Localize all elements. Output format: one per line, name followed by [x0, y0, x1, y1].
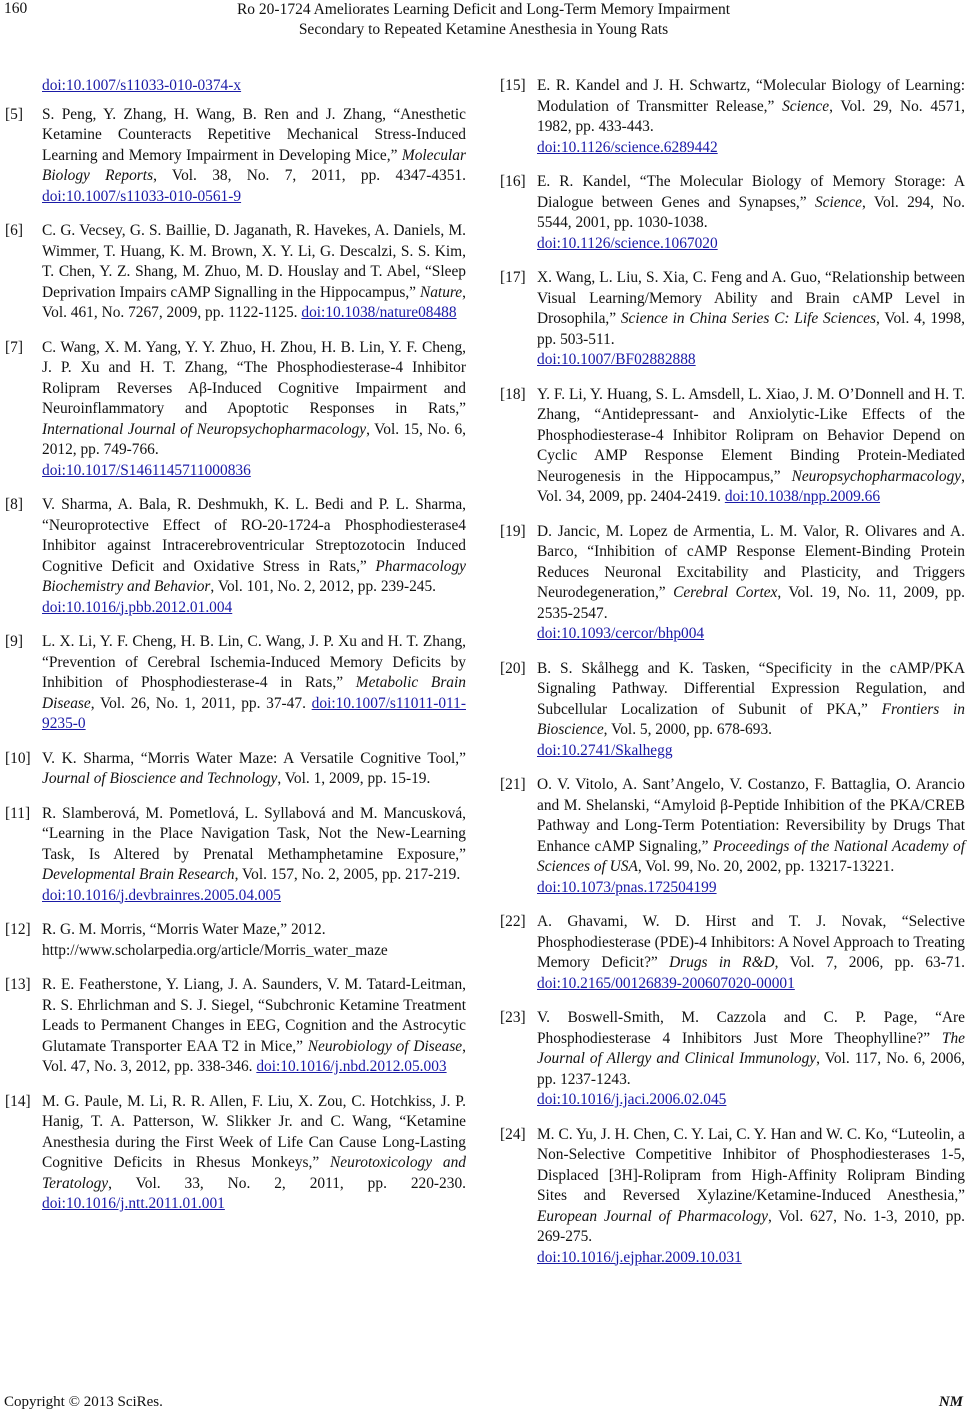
- reference-journal: Pharmacology Biochemistry and Behavior: [42, 557, 466, 595]
- reference-number: [12]: [5, 921, 31, 938]
- reference-text: [537, 522, 965, 645]
- left-column: [5, 76, 466, 1229]
- reference-authors-title: B. S. Skålhegg and K. Tasken, “Specificity in the cAMP/PKA Signaling Pathway. Differential Expression Regulation, and Subcellular Localization of Subunit of PKA,”: [537, 659, 965, 718]
- reference-journal: The Journal of Allergy and Clinical Immunology: [537, 1029, 965, 1067]
- doi-link[interactable]: doi:10.1016/j.ntt.2011.01.001: [42, 1195, 225, 1212]
- reference-entry: [5, 632, 466, 735]
- doi-link[interactable]: doi:10.1126/science.6289442: [537, 138, 718, 156]
- reference-journal: Science: [814, 193, 862, 211]
- copyright-notice: Copyright © 2013 SciRes.: [4, 1394, 163, 1410]
- reference-number: [22]: [500, 913, 526, 930]
- reference-details: , Vol. 47, No. 3, 2012, pp. 338-346.: [42, 1037, 466, 1075]
- reference-journal: Developmental Brain Research: [42, 866, 235, 883]
- reference-details: , Vol. 4, 1998, pp. 503-511.: [537, 310, 966, 348]
- left-reference-list: [5, 105, 466, 1215]
- reference-number: [21]: [500, 776, 526, 793]
- reference-authors-title: R. Slamberová, M. Pometlová, L. Syllabová and M. Mancusková, “Learning in the Place Navigation Task, Not the New-Learning Task, Is Altered by Prenatal Methamphetamine Exposure,”: [42, 804, 466, 863]
- reference-entry: [500, 522, 965, 645]
- reference-authors-title: C. Wang, X. M. Yang, Y. Y. Zhuo, H. Zhou, H. B. Lin, Y. F. Cheng, J. P. Xu and H. T. Zhang, “The Phosphodiesterase-4 Inhibitor Rolipram Reverses Aβ-Induced Cognitive Impairment and Neuroinflammatory and Apoptotic Responses in Rats,”: [42, 338, 466, 417]
- reference-text: [42, 1092, 466, 1215]
- reference-text: [537, 1125, 965, 1269]
- reference-number: [18]: [500, 385, 526, 403]
- reference-details: , Vol. 34, 2009, pp. 2404-2419.: [537, 467, 965, 505]
- doi-link[interactable]: doi:10.2165/00126839-200607020-00001: [537, 974, 795, 992]
- reference-details: , Vol. 26, No. 1, 2011, pp. 37-47.: [90, 694, 312, 712]
- reference-entry: [500, 172, 965, 254]
- reference-number: [14]: [5, 1092, 31, 1110]
- reference-journal: Science: [782, 97, 830, 115]
- reference-entry: [5, 338, 466, 482]
- reference-number: [10]: [5, 749, 31, 767]
- doi-link[interactable]: doi:10.1017/S1461145711000836: [42, 461, 251, 479]
- reference-journal: Journal of Bioscience and Technology: [42, 770, 278, 787]
- reference-details: , Vol. 1, 2009, pp. 15-19.: [277, 770, 431, 787]
- reference-text: [42, 105, 466, 208]
- reference-details: , Vol. 38, No. 7, 2011, pp. 4347-4351.: [153, 167, 466, 184]
- reference-entry: [500, 775, 965, 898]
- reference-authors-title: E. R. Kandel and J. H. Schwartz, “Molecular Biology of Learning: Modulation of Transmitter Release,”: [537, 77, 965, 115]
- reference-details: , Vol. 7, 2006, pp. 63-71.: [774, 954, 966, 971]
- doi-link[interactable]: doi:10.1016/j.devbrainres.2005.04.005: [42, 886, 281, 904]
- reference-entry: [5, 221, 466, 324]
- reference-authors-title: A. Ghavami, W. D. Hirst and T. J. Novak, “Selective Phosphodiesterase (PDE)-4 Inhibitors: A Novel Approach to Treating Memory Deficit?”: [537, 913, 965, 971]
- reference-authors-title: R. E. Featherstone, Y. Liang, J. A. Saunders, V. M. Tatard-Leitman, R. S. Ehrlichman and S. J. Siegel, “Subchronic Ketamine Treatment Leads to Permanent Changes in EEG, Cognition and the Astrocytic Glutamate Transporter EAA T2 in Mice,”: [42, 976, 466, 1055]
- reference-journal: Neurotoxicology and Teratology: [42, 1154, 466, 1192]
- reference-authors-title: V. K. Sharma, “Morris Water Maze: A Versatile Cognitive Tool,”: [42, 749, 466, 767]
- right-column: [500, 76, 965, 1282]
- reference-text: [537, 172, 965, 254]
- doi-link[interactable]: doi:10.1016/j.pbb.2012.01.004: [42, 598, 233, 616]
- running-title-line-2: Secondary to Repeated Ketamine Anesthesia in Young Rats: [298, 21, 669, 38]
- doi-link[interactable]: doi:10.1038/npp.2009.66: [724, 488, 881, 505]
- reference-url: http://www.scholarpedia.org/article/Morris_water_maze: [42, 941, 388, 959]
- running-title-line-1: Ro 20-1724 Ameliorates Learning Deficit and Long-Term Memory Impairment: [236, 1, 731, 18]
- reference-entry: [500, 1008, 965, 1111]
- reference-text: [42, 221, 466, 324]
- reference-text: [537, 385, 965, 508]
- reference-text: [42, 495, 466, 618]
- reference-text: [42, 632, 466, 735]
- reference-entry: [500, 268, 965, 371]
- doi-link[interactable]: doi:10.1016/j.ejphar.2009.10.031: [537, 1248, 742, 1266]
- reference-details: , Vol. 157, No. 2, 2005, pp. 217-219.: [234, 866, 461, 883]
- doi-link[interactable]: doi:10.1007/s11033-010-0374-x: [42, 77, 242, 94]
- reference-entry: [5, 495, 466, 618]
- reference-entry: [500, 385, 965, 508]
- reference-journal: Cerebral Cortex: [673, 584, 778, 601]
- reference-journal: Metabolic Brain Disease: [42, 674, 466, 712]
- doi-link[interactable]: doi:10.1016/j.nbd.2012.05.003: [256, 1058, 447, 1075]
- reference-journal: Molecular Biology Reports: [42, 146, 466, 184]
- doi-link[interactable]: doi:10.1007/BF02882888: [537, 351, 696, 368]
- reference-journal: Drugs in R&D: [669, 954, 775, 971]
- reference-details: , Vol. 117, No. 6, 2006, pp. 1237-1243.: [537, 1050, 966, 1088]
- reference-number: [6]: [5, 222, 23, 239]
- reference-entry: [500, 659, 965, 762]
- reference-text: [42, 920, 466, 961]
- reference-entry: [500, 76, 965, 158]
- reference-details: , Vol. 29, No. 4571, 1982, pp. 433-443.: [537, 97, 966, 135]
- reference-authors-title: M. G. Paule, M. Li, R. R. Allen, F. Liu, X. Zou, C. Hotchkiss, J. P. Hanig, T. A. Patterson, W. Slikker Jr. and C. Wang, “Ketamine Anesthesia during the First Week of Life Can Cause Long-Lasting Cognitive Deficits in Rhesus Monkeys,”: [42, 1092, 466, 1171]
- reference-authors-title: E. R. Kandel, “The Molecular Biology of Memory Storage: A Dialogue between Genes and Synapses,”: [537, 173, 965, 211]
- reference-entry: [5, 1092, 466, 1215]
- reference-journal: Frontiers in Bioscience: [537, 700, 965, 738]
- reference-authors-title: X. Wang, L. Liu, S. Xia, C. Feng and A. Guo, “Relationship between Visual Learning/Memory Ability and Brain cAMP Level in Drosophila,”: [537, 269, 965, 327]
- reference-details: , Vol. 461, No. 7267, 2009, pp. 1122-1125.: [42, 283, 466, 321]
- reference-details: , Vol. 627, No. 1-3, 2010, pp. 269-275.: [537, 1207, 965, 1245]
- doi-link[interactable]: doi:10.1016/j.jaci.2006.02.045: [537, 1091, 727, 1108]
- reference-text: [537, 268, 965, 371]
- reference-text: [42, 975, 466, 1078]
- reference-journal: International Journal of Neuropsychopharmacology: [42, 420, 367, 438]
- reference-details: , Vol. 5, 2000, pp. 678-693.: [603, 721, 772, 738]
- reference-number: [19]: [500, 522, 526, 540]
- reference-text: [42, 338, 466, 482]
- reference-number: [15]: [500, 77, 526, 94]
- reference-number: [7]: [5, 338, 23, 356]
- reference-number: [23]: [500, 1009, 526, 1026]
- reference-journal: Proceedings of the National Academy of Sciences of USA: [537, 837, 965, 875]
- continuation-doi-line: [5, 76, 466, 97]
- reference-details: , Vol. 101, No. 2, 2012, pp. 239-245.: [210, 578, 437, 595]
- reference-journal: Nature: [419, 283, 463, 301]
- reference-number: [20]: [500, 659, 526, 677]
- reference-text: [537, 659, 965, 762]
- page-footer: [4, 1394, 963, 1411]
- reference-authors-title: S. Peng, Y. Zhang, H. Wang, B. Ren and J. Zhang, “Anesthetic Ketamine Counteracts Repetitive Mechanical Stress-Induced Learning and Memory Impairment in Developing Mice,”: [42, 105, 466, 164]
- reference-authors-title: R. G. M. Morris, “Morris Water Maze,” 2012.: [42, 921, 326, 938]
- reference-authors-title: V. Boswell-Smith, M. Cazzola and C. P. Page, “Are Phosphodiesterase 4 Inhibitors Just More Theophylline?”: [537, 1009, 965, 1047]
- reference-authors-title: D. Jancic, M. Lopez de Armentia, L. M. Valor, R. Olivares and A. Barco, “Inhibition of cAMP Response Element-Binding Protein Reduces Neuronal Excitability and Plasticity, and Triggers Neurodegeneration,”: [537, 522, 965, 601]
- reference-details: , Vol. 294, No. 5544, 2001, pp. 1030-1038.: [537, 193, 966, 231]
- reference-text: [537, 912, 965, 994]
- doi-link[interactable]: doi:10.1007/s11011-011-9235-0: [42, 694, 466, 732]
- right-reference-list: [500, 76, 965, 1268]
- reference-entry: [5, 749, 466, 790]
- reference-text: [537, 775, 965, 898]
- reference-journal: Science in China Series C: Life Sciences: [620, 310, 876, 327]
- reference-entry: [5, 975, 466, 1078]
- reference-authors-title: O. V. Vitolo, A. Sant’Angelo, V. Costanzo, F. Battaglia, O. Arancio and M. Shelanski, “Amyloid β-Peptide Inhibition of the PKA/CREB Pathway and Long-Term Potentiation: Reversibility by Drugs That Enhance cAMP Signaling,”: [537, 776, 965, 855]
- reference-details: , Vol. 19, No. 11, 2009, pp. 2535-2547.: [537, 584, 965, 622]
- doi-link[interactable]: doi:10.1093/cercor/bhp004: [537, 625, 705, 642]
- page-header: [0, 0, 967, 40]
- doi-link[interactable]: doi:10.1038/nature08488: [301, 304, 457, 321]
- reference-number: [8]: [5, 496, 23, 513]
- reference-text: [537, 76, 965, 158]
- reference-authors-title: Y. F. Li, Y. Huang, S. L. Amsdell, L. Xiao, J. M. O’Donnell and H. T. Zhang, “Antidepressant- and Anxiolytic-Like Effects of the Phosphodiesterase-4 Inhibitor Rolipram on Behavior Depend on Cyclic AMP Response Element Binding Protein-Mediated Neurogenesis in the Hippocampus,”: [537, 385, 965, 485]
- reference-entry: [5, 105, 466, 208]
- reference-journal: Neuropsychopharmacology: [791, 467, 962, 485]
- reference-number: [11]: [5, 804, 31, 822]
- reference-journal: Neurobiology of Disease: [307, 1037, 463, 1055]
- reference-entry: [500, 912, 965, 994]
- reference-number: [16]: [500, 173, 526, 190]
- doi-link[interactable]: doi:10.2741/Skalhegg: [537, 741, 673, 759]
- doi-link[interactable]: doi:10.1073/pnas.172504199: [537, 878, 717, 896]
- reference-authors-title: V. Sharma, A. Bala, R. Deshmukh, K. L. Bedi and P. L. Sharma, “Neuroprotective Effect of RO-20-1724-a Phosphodiesterase4 Inhibitor against Intracerebroventricular Streptozotocin Induced Cognitive Deficit and Oxidative Stress in Rats,”: [42, 496, 466, 575]
- reference-details: , Vol. 99, No. 20, 2002, pp. 13217-13221.: [637, 858, 895, 875]
- reference-number: [13]: [5, 976, 31, 993]
- reference-number: [5]: [5, 105, 23, 123]
- reference-entry: [500, 1125, 965, 1269]
- page-number: 160: [4, 0, 28, 17]
- reference-number: [17]: [500, 269, 526, 286]
- reference-details: , Vol. 15, No. 6, 2012, pp. 749-766.: [42, 420, 466, 458]
- journal-abbreviation: NM: [938, 1394, 963, 1410]
- reference-authors-title: L. X. Li, Y. F. Cheng, H. B. Lin, C. Wang, J. P. Xu and H. T. Zhang, “Prevention of Cerebral Ischemia-Induced Memory Deficits by Inhibition of Phosphodiesterase-4 in Rats,”: [42, 633, 466, 691]
- doi-link[interactable]: doi:10.1007/s11033-010-0561-9: [42, 187, 242, 205]
- reference-authors-title: M. C. Yu, J. H. Chen, C. Y. Lai, C. Y. Han and W. C. Ko, “Luteolin, a Non-Selective Competitive Inhibitor of Phosphodiesterases 1-5, Displaced [3H]-Rolipram from High-Affinity Rolipram Binding Sites and Reversed Xylazine/Ketamine-Induced Anesthesia,”: [537, 1125, 965, 1204]
- reference-number: [9]: [5, 633, 23, 650]
- reference-text: [42, 804, 466, 907]
- reference-text: [42, 749, 466, 790]
- reference-details: , Vol. 33, No. 2, 2011, pp. 220-230.: [108, 1174, 466, 1192]
- doi-link[interactable]: doi:10.1126/science.1067020: [537, 234, 718, 252]
- reference-authors-title: C. G. Vecsey, G. S. Baillie, D. Jaganath, R. Havekes, A. Daniels, M. Wimmer, T. Huang, K. M. Brown, X. Y. Li, G. Descalzi, S. S. Kim, T. Chen, Y. Z. Shang, M. Zhuo, M. D. Houslay and T. Abel, “Sleep Deprivation Impairs cAMP Signalling in the Hippocampus,”: [42, 222, 466, 301]
- reference-number: [24]: [500, 1125, 526, 1143]
- reference-entry: [5, 920, 466, 961]
- running-title: [0, 0, 967, 40]
- reference-text: [537, 1008, 965, 1111]
- reference-entry: [5, 804, 466, 907]
- reference-journal: European Journal of Pharmacology: [537, 1207, 768, 1225]
